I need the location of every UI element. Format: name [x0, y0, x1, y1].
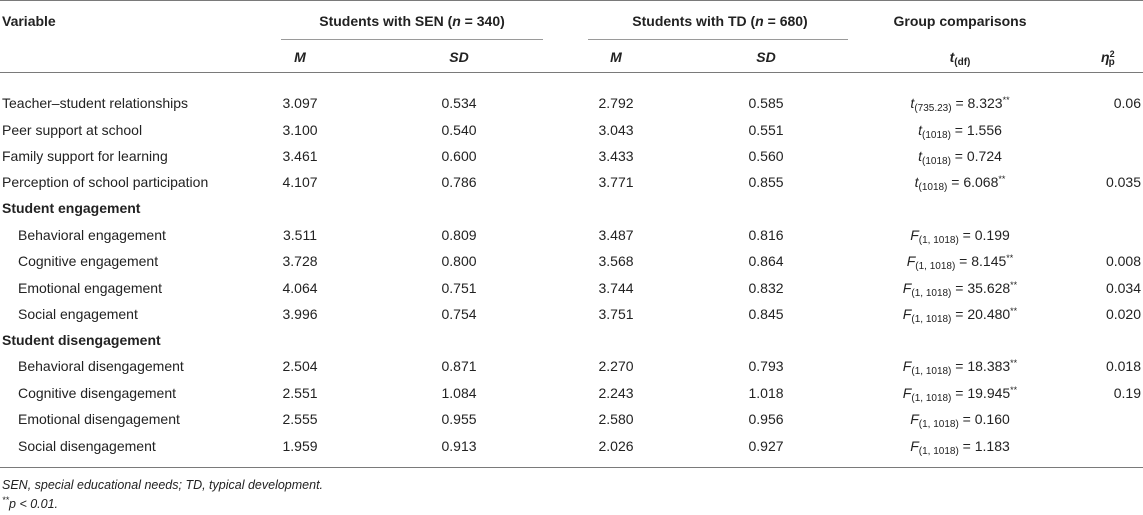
cell-sd-td: 0.551 — [748, 122, 784, 138]
cell-m-sen: 3.996 — [282, 306, 318, 322]
cell-m-td: 2.580 — [598, 411, 634, 427]
cell-m-td: 3.771 — [598, 174, 634, 190]
cell-sd-td: 0.585 — [748, 95, 784, 111]
header-sd-sen: SD — [449, 49, 469, 65]
row-label: Peer support at school — [2, 122, 143, 138]
header-group-sen: Students with SEN (n = 340) — [319, 13, 505, 29]
cell-test-statistic: $F_{(1, 1018)} = 19.945^{**}$ — [902, 385, 1018, 404]
header-sd-td: SD — [756, 49, 776, 65]
cell-sd-sen: 0.754 — [441, 306, 477, 322]
cell-sd-td: 0.927 — [748, 438, 784, 454]
cell-m-sen: 3.100 — [282, 122, 318, 138]
cell-test-statistic: $t_{(735.23)} = 8.323^{**}$ — [910, 95, 1010, 114]
header-t-df: $t_{(df)}$ — [949, 49, 971, 68]
cell-eta: 0.008 — [1105, 253, 1141, 269]
cell-m-td: 3.744 — [598, 280, 634, 296]
cell-test-statistic: $t_{(1018)} = 1.556$ — [918, 122, 1002, 141]
cell-sd-td: 0.560 — [748, 148, 784, 164]
bottom-rule — [0, 467, 1143, 468]
cell-sd-td: 0.855 — [748, 174, 784, 190]
cell-m-td: 2.270 — [598, 358, 634, 374]
cell-m-td: 2.792 — [598, 95, 634, 111]
row-label: Behavioral engagement — [18, 227, 166, 243]
row-label: Perception of school participation — [2, 174, 209, 190]
cell-eta: 0.034 — [1105, 280, 1141, 296]
cell-sd-sen: 0.786 — [441, 174, 477, 190]
cell-sd-td: 0.816 — [748, 227, 784, 243]
cell-m-sen: 2.555 — [282, 411, 318, 427]
footnote-significance: **p < 0.01. — [2, 495, 59, 511]
row-label: Behavioral disengagement — [18, 358, 184, 374]
cell-sd-td: 0.845 — [748, 306, 784, 322]
cell-sd-sen: 0.600 — [441, 148, 477, 164]
header-m-sen: M — [294, 49, 306, 65]
cell-m-sen: 3.097 — [282, 95, 318, 111]
cell-sd-sen: 1.084 — [441, 385, 477, 401]
header-eta: $\eta^2_p$ — [1101, 49, 1115, 68]
cell-m-sen: 2.504 — [282, 358, 318, 374]
header-group-td: Students with TD (n = 680) — [632, 13, 808, 29]
cell-sd-sen: 0.540 — [441, 122, 477, 138]
cell-test-statistic: $t_{(1018)} = 6.068^{**}$ — [914, 174, 1006, 193]
cell-m-td: 2.026 — [598, 438, 634, 454]
cell-m-sen: 3.461 — [282, 148, 318, 164]
row-label: Emotional engagement — [18, 280, 162, 296]
cell-sd-sen: 0.751 — [441, 280, 477, 296]
cell-test-statistic: $F_{(1, 1018)} = 20.480^{**}$ — [902, 306, 1018, 325]
section-heading: Student disengagement — [2, 332, 161, 348]
cell-sd-td: 0.956 — [748, 411, 784, 427]
cell-m-sen: 4.107 — [282, 174, 318, 190]
cell-sd-sen: 0.913 — [441, 438, 477, 454]
cell-sd-td: 0.832 — [748, 280, 784, 296]
row-label: Cognitive disengagement — [18, 385, 176, 401]
cell-test-statistic: $F_{(1, 1018)} = 1.183$ — [910, 438, 1010, 457]
top-rule — [0, 0, 1143, 1]
cell-m-sen: 4.064 — [282, 280, 318, 296]
cell-test-statistic: $t_{(1018)} = 0.724$ — [918, 148, 1002, 167]
section-heading: Student engagement — [2, 200, 141, 216]
cell-test-statistic: $F_{(1, 1018)} = 18.383^{**}$ — [902, 358, 1018, 377]
footnote-abbrev: SEN, special educational needs; TD, typical development. — [2, 478, 324, 492]
header-m-td: M — [610, 49, 622, 65]
cell-sd-td: 0.793 — [748, 358, 784, 374]
row-label: Emotional disengagement — [18, 411, 180, 427]
row-label: Teacher–student relationships — [2, 95, 189, 111]
cell-m-sen: 2.551 — [282, 385, 318, 401]
cell-eta: 0.06 — [1113, 95, 1141, 111]
row-label: Social engagement — [18, 306, 138, 322]
row-label: Cognitive engagement — [18, 253, 159, 269]
cell-test-statistic: $F_{(1, 1018)} = 0.160$ — [910, 411, 1010, 430]
header-rule — [0, 72, 1143, 73]
cell-m-sen: 3.728 — [282, 253, 318, 269]
cell-test-statistic: $F_{(1, 1018)} = 35.628^{**}$ — [902, 280, 1018, 299]
cell-eta: 0.018 — [1105, 358, 1141, 374]
row-label: Family support for learning — [2, 148, 168, 164]
cell-m-td: 3.043 — [598, 122, 634, 138]
cell-sd-sen: 0.955 — [441, 411, 477, 427]
cell-m-td: 3.433 — [598, 148, 634, 164]
cell-m-td: 3.751 — [598, 306, 634, 322]
subrule-td — [588, 39, 848, 40]
row-label: Social disengagement — [18, 438, 156, 454]
cell-sd-td: 1.018 — [748, 385, 784, 401]
cell-eta: 0.020 — [1105, 306, 1141, 322]
cell-m-td: 3.568 — [598, 253, 634, 269]
cell-sd-sen: 0.871 — [441, 358, 477, 374]
cell-sd-sen: 0.809 — [441, 227, 477, 243]
header-group-comparisons: Group comparisons — [893, 13, 1027, 29]
cell-m-td: 2.243 — [598, 385, 634, 401]
cell-sd-sen: 0.800 — [441, 253, 477, 269]
subrule-sen — [281, 39, 543, 40]
cell-test-statistic: $F_{(1, 1018)} = 0.199$ — [910, 227, 1010, 246]
cell-sd-sen: 0.534 — [441, 95, 477, 111]
cell-test-statistic: $F_{(1, 1018)} = 8.145^{**}$ — [906, 253, 1014, 272]
cell-eta: 0.035 — [1105, 174, 1141, 190]
cell-m-td: 3.487 — [598, 227, 634, 243]
cell-eta: 0.19 — [1113, 385, 1141, 401]
header-variable: Variable — [2, 13, 56, 29]
cell-m-sen: 1.959 — [282, 438, 318, 454]
cell-sd-td: 0.864 — [748, 253, 784, 269]
cell-m-sen: 3.511 — [283, 227, 317, 243]
